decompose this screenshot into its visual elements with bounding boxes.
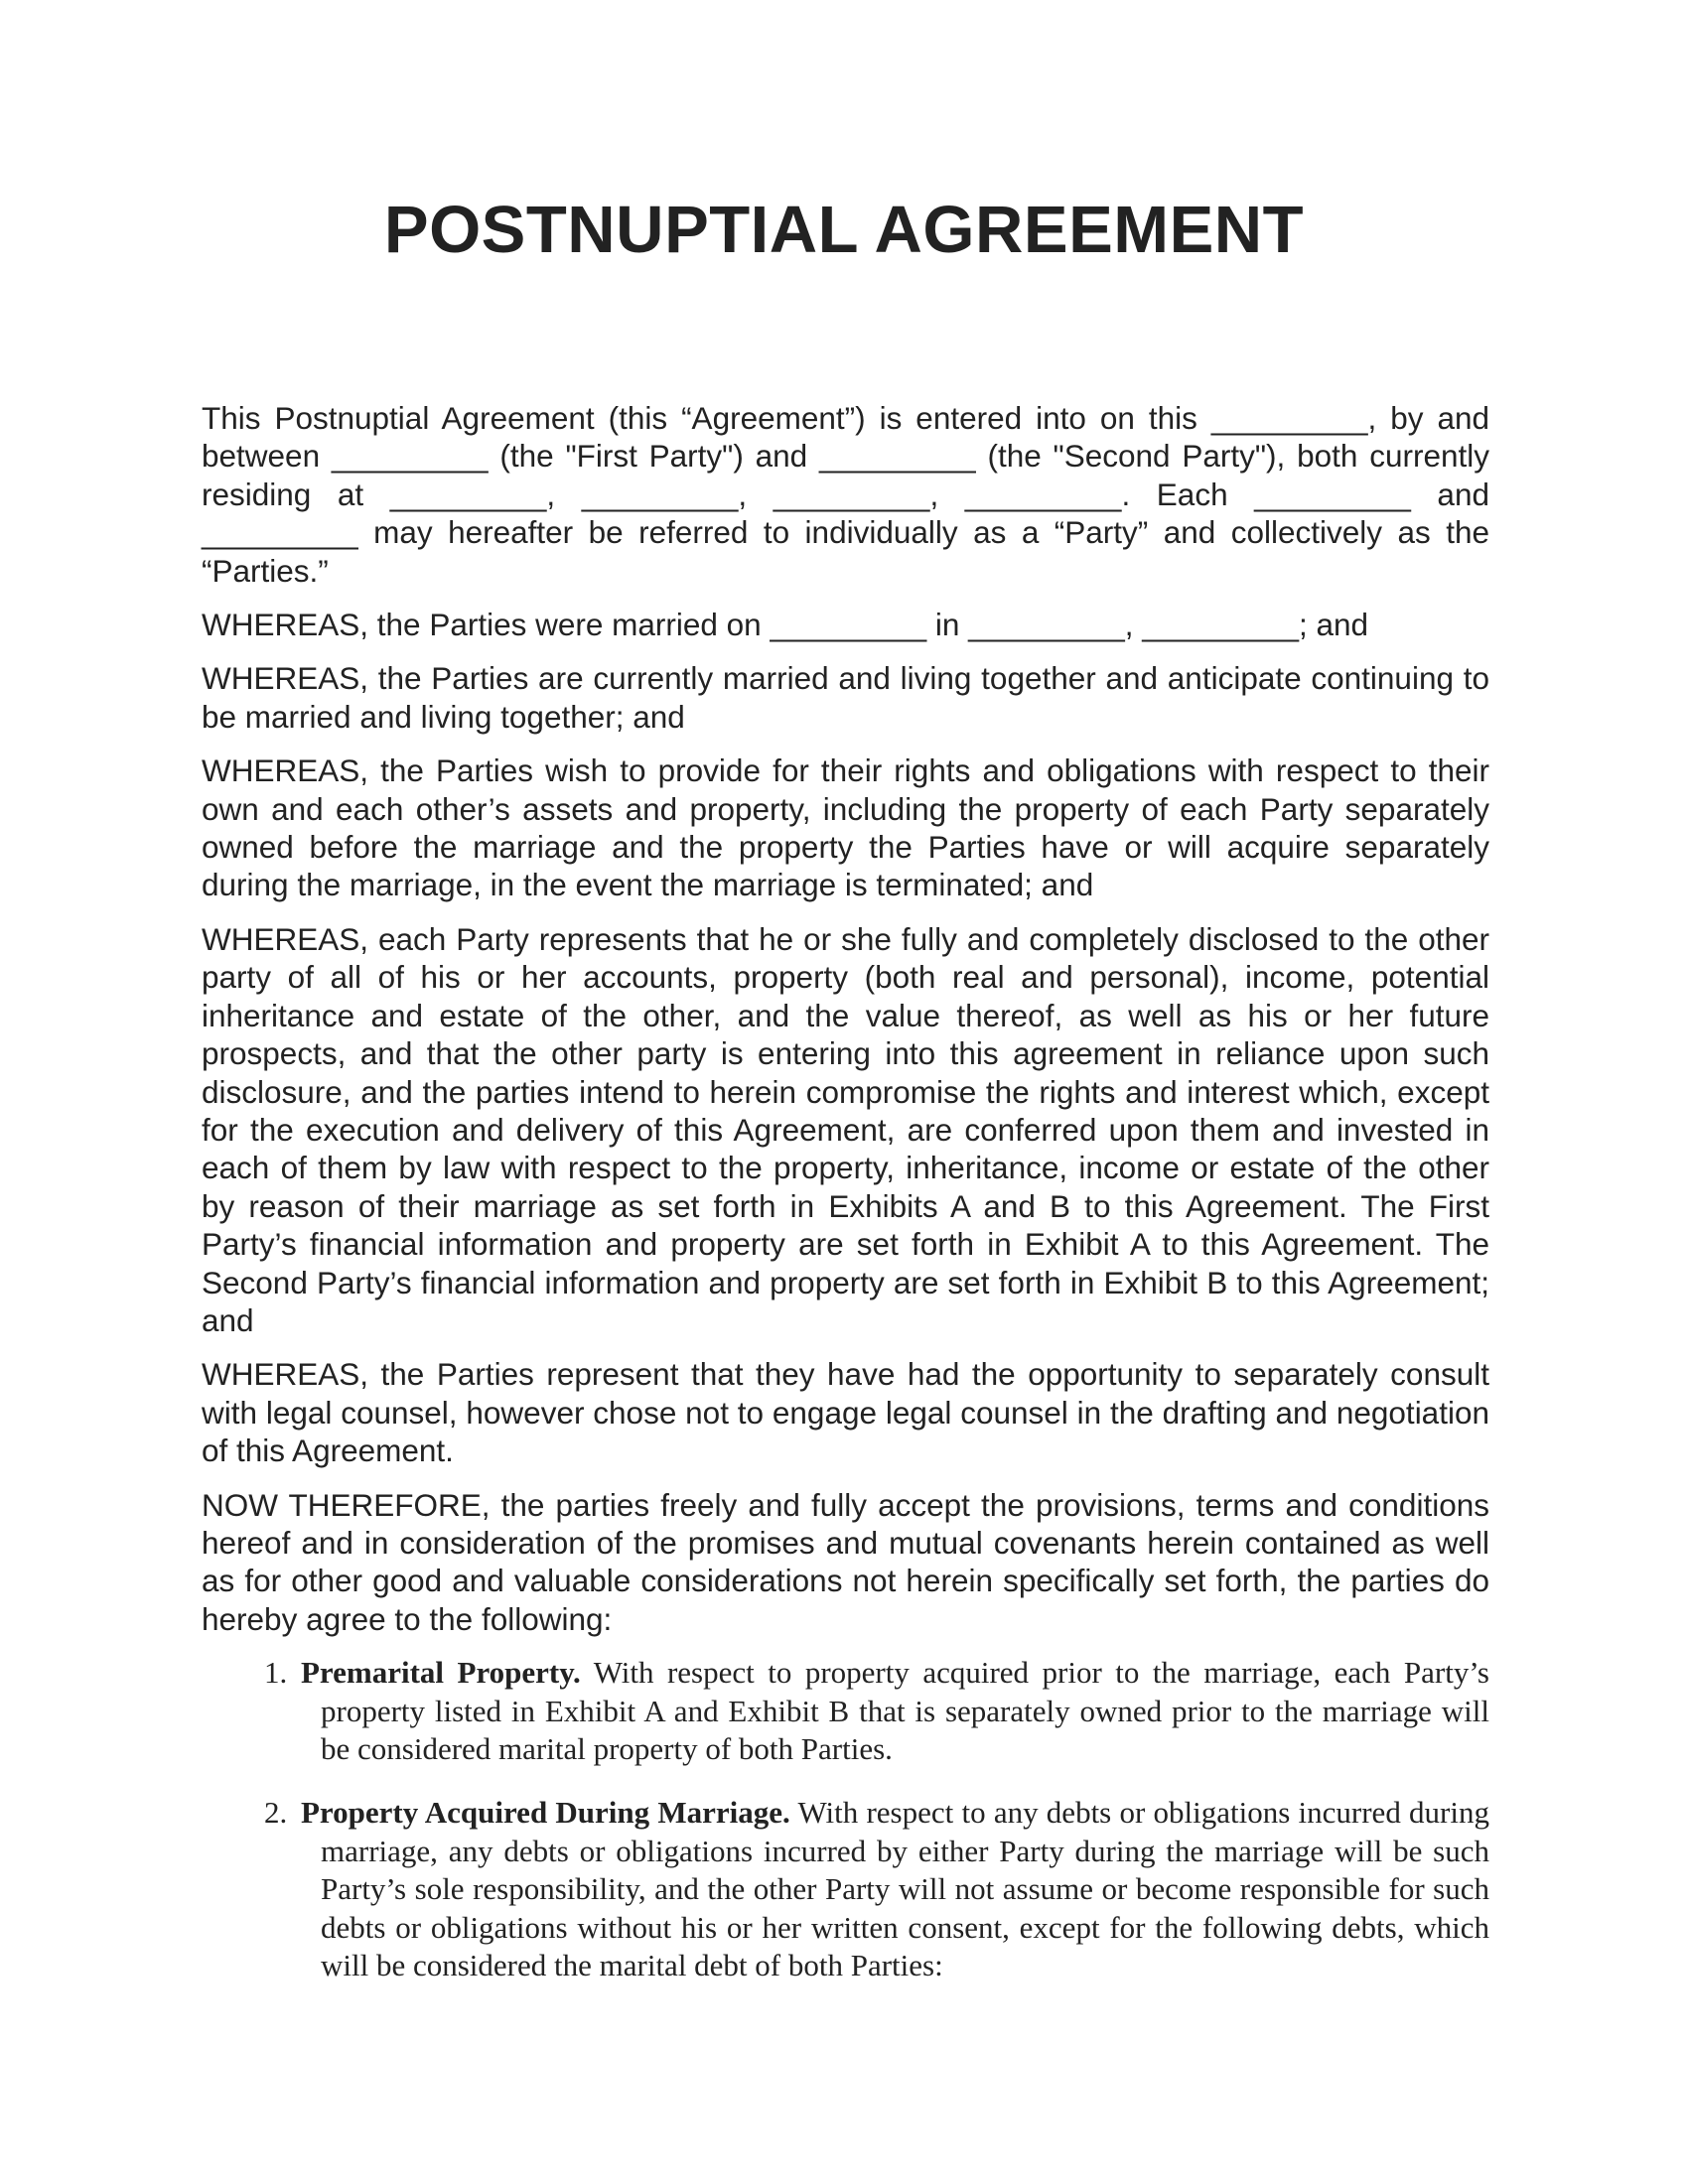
document-title: POSTNUPTIAL AGREEMENT bbox=[383, 193, 1305, 267]
clause-heading: Property Acquired During Marriage. bbox=[301, 1795, 790, 1831]
clause-number: 1. bbox=[264, 1655, 288, 1691]
document-body bbox=[202, 399, 1489, 2010]
now-therefore-paragraph: NOW THEREFORE, the parties freely and fully accept the provisions, terms and conditions hereof and in consideration of the promises and mutual covenants herein contained as well as for other good and valuable considerations not herein specifically set forth, the parties do hereby agree to the following: bbox=[202, 1486, 1489, 1637]
clause-number: 2. bbox=[264, 1795, 288, 1831]
clause-item bbox=[202, 1794, 1489, 1984]
intro-paragraph: This Postnuptial Agreement (this “Agreement”) is entered into on this _________, by and between _________ (the "First Party") and _________ (the "Second Party"), both currently residing at _________, _________, _________, _________. Each _________ and _________ may hereafter be referred to individually as a “Party” and collectively as the “Parties.” bbox=[202, 400, 1489, 589]
whereas-living-together-paragraph: WHEREAS, the Parties are currently married and living together and anticipate continuing to be married and living together; and bbox=[202, 660, 1489, 735]
clause-heading-wrap bbox=[301, 1655, 581, 1690]
clause-heading: Premarital Property. bbox=[301, 1655, 581, 1691]
clause-list bbox=[202, 1654, 1489, 1984]
whereas-married-paragraph: WHEREAS, the Parties were married on _________ in _________, _________; and bbox=[202, 607, 1369, 643]
whereas-counsel-paragraph: WHEREAS, the Parties represent that they have had the opportunity to separately consult with legal counsel, however chose not to engage legal counsel in the drafting and negotiation of this Agreement. bbox=[202, 1356, 1489, 1469]
clause-item bbox=[202, 1654, 1489, 1768]
clause-heading-wrap bbox=[301, 1795, 790, 1830]
clause-text: With respect to any debts or obligations incurred during marriage, any debts or obligations incurred by either Party during the marriage will be such Party’s sole responsibility, and the other Party will not assume or become responsible for such debts or obligations without his or her written consent, except for the following debts, which will be considered the marital debt of both Parties: bbox=[321, 1795, 1489, 1983]
clause-text: With respect to property acquired prior to the marriage, each Party’s property listed in Exhibit A and Exhibit B that is separately owned prior to the marriage will be considered marital property of both Parties. bbox=[321, 1655, 1489, 1766]
whereas-disclosure-paragraph: WHEREAS, each Party represents that he or she fully and completely disclosed to the other party of all of his or her accounts, property (both real and personal), income, potential inheritance and estate of the other, and the value thereof, as well as his or her future prospects, and that the other party is entering into this agreement in reliance upon such disclosure, and the parties intend to herein compromise the rights and interest which, except for the execution and delivery of this Agreement, are conferred upon them and invested in each of them by law with respect to the property, inheritance, income or estate of the other by reason of their marriage as set forth in Exhibits A and B to this Agreement. The First Party’s financial information and property are set forth in Exhibit A to this Agreement. The Second Party’s financial information and property are set forth in Exhibit B to this Agreement; and bbox=[202, 920, 1489, 1338]
whereas-rights-paragraph: WHEREAS, the Parties wish to provide for their rights and obligations with respect to their own and each other’s assets and property, including the property of each Party separately owned before the marriage and the property the Parties have or will acquire separately during the marriage, in the event the marriage is terminated; and bbox=[202, 752, 1489, 903]
